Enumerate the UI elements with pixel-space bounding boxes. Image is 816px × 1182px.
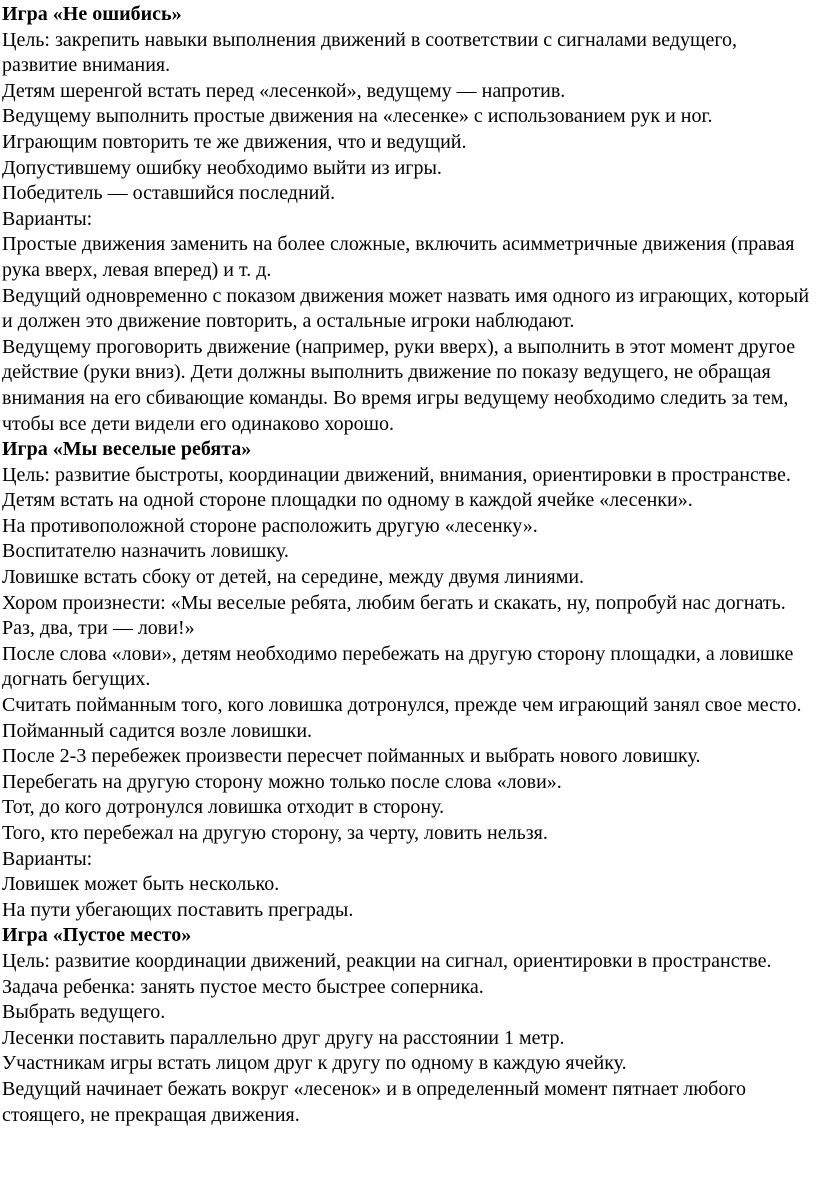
paragraph: На противоположной стороне расположить другую «лесенку».	[2, 514, 538, 537]
paragraph: Выбрать ведущего.	[2, 1001, 166, 1024]
paragraph: Хором произнести: «Мы веселые ребята, любим бегать и скакать, ну, попробуй нас догнать. Раз, два, три — лови!»	[2, 591, 786, 640]
game-section-my-veselye-rebyata	[2, 437, 816, 923]
paragraph: После 2-3 перебежек произвести пересчет пойманных и выбрать нового ловишку.	[2, 745, 701, 768]
paragraph: Ловишек может быть несколько.	[2, 873, 280, 896]
paragraph: Играющим повторить те же движения, что и ведущий.	[2, 130, 467, 153]
paragraph: Детям шеренгой встать перед «лесенкой», ведущему — напротив.	[2, 79, 566, 102]
paragraph: Тот, до кого дотронулся ловишка отходит в сторону.	[2, 796, 445, 819]
paragraph: Допустившему ошибку необходимо выйти из игры.	[2, 156, 442, 179]
paragraph: Считать пойманным того, кого ловишка дотронулся, прежде чем играющий занял свое место.	[2, 694, 802, 717]
paragraph: Цель: закрепить навыки выполнения движений в соответствии с сигналами ведущего, развитие внимания.	[2, 28, 738, 77]
section-title: Игра «Пустое место»	[2, 924, 192, 947]
paragraph: Пойманный садится возле ловишки.	[2, 719, 313, 742]
paragraph: На пути убегающих поставить преграды.	[2, 898, 354, 921]
paragraph: Ведущему выполнить простые движения на «лесенке» с использованием рук и ног.	[2, 105, 713, 128]
paragraph: Ведущий одновременно с показом движения может назвать имя одного из играющих, который и должен это движение повторить, а остальные игроки наблюдают.	[2, 284, 810, 333]
paragraph: Воспитателю назначить ловишку.	[2, 540, 289, 563]
paragraph: Ведущему проговорить движение (например, руки вверх), а выполнить в этот момент другое действие (руки вниз). Дети должны выполнить движение по показу ведущего, не обращая внимания на его сбивающие команды. Во время игры ведущему необходимо следить за тем, чтобы все дети видели его одинаково хорошо.	[2, 335, 796, 435]
paragraph: Того, кто перебежал на другую сторону, за черту, ловить нельзя.	[2, 822, 548, 844]
paragraph: Варианты:	[2, 207, 93, 230]
section-title: Игра «Не ошибись»	[2, 3, 182, 25]
paragraph: Ведущий начинает бежать вокруг «лесенок» и в определенный момент пятнает любого стоящего, не прекращая движения.	[2, 1077, 747, 1126]
paragraph: Цель: развитие координации движений, реакции на сигнал, ориентировки в пространстве.	[2, 949, 772, 972]
paragraph: Простые движения заменить на более сложные, включить асимметричные движения (правая рука вверх, левая вперед) и т. д.	[2, 233, 795, 281]
paragraph: После слова «лови», детям необходимо перебежать на другую сторону площадки, а ловишке догнать бегущих.	[2, 642, 794, 691]
paragraph: Перебегать на другую сторону можно только после слова «лови».	[2, 770, 562, 793]
game-section-ne-oshibis	[2, 2, 816, 437]
section-title: Игра «Мы веселые ребята»	[2, 438, 252, 461]
game-section-pustoe-mesto	[2, 923, 816, 1128]
paragraph: Детям встать на одной стороне площадки по одному в каждой ячейке «лесенки».	[2, 489, 693, 512]
paragraph: Цель: развитие быстроты, координации движений, внимания, ориентировки в пространстве.	[2, 463, 791, 486]
paragraph: Лесенки поставить параллельно друг другу на расстоянии 1 метр.	[2, 1026, 565, 1049]
paragraph: Участникам игры встать лицом друг к другу по одному в каждую ячейку.	[2, 1052, 627, 1075]
paragraph: Варианты:	[2, 847, 93, 870]
paragraph: Задача ребенка: занять пустое место быстрее соперника.	[2, 975, 484, 998]
paragraph: Ловишке встать сбоку от детей, на середине, между двумя линиями.	[2, 566, 585, 589]
paragraph: Победитель — оставшийся последний.	[2, 182, 336, 205]
